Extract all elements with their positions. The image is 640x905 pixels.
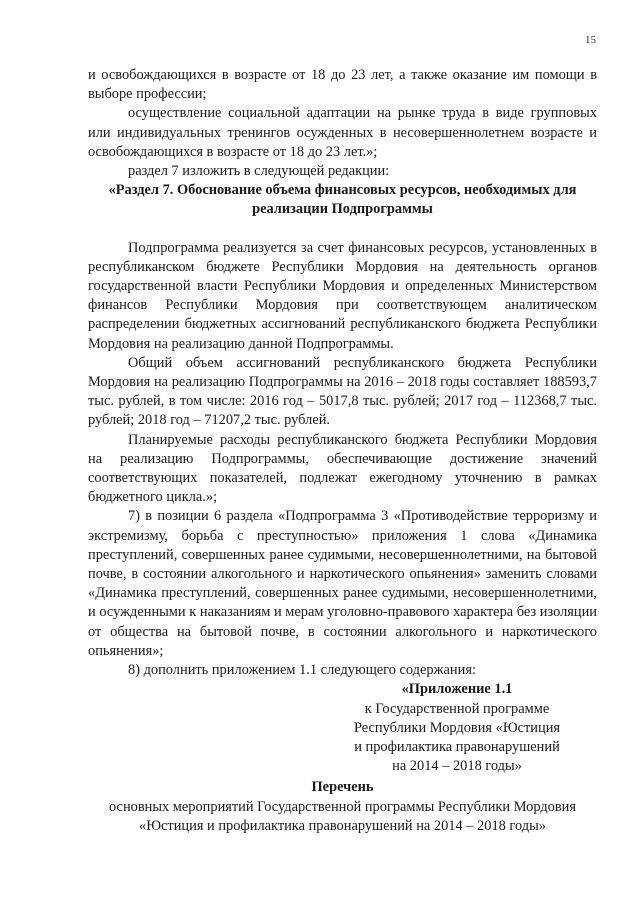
appendix-header bbox=[317, 680, 597, 776]
document-body bbox=[88, 66, 597, 836]
list-subtitle-line-1: основных мероприятий Государственной программы Республики Мордовия bbox=[109, 798, 576, 815]
paragraph-planned-expenses: Планируемые расходы республиканского бюджета Республики Мордовия на реализацию Подпрограммы, обеспечивающие достижение значений соответствующих показателей, подлежат ежегодному уточнению в рамках бюджетного цикла.»; bbox=[88, 431, 597, 506]
paragraph-section7-instruction: раздел 7 изложить в следующей редакции: bbox=[128, 163, 390, 180]
paragraph-item-8: 8) дополнить приложением 1.1 следующего содержания: bbox=[128, 662, 476, 679]
appendix-line-2: Республики Мордовия «Юстиция bbox=[353, 719, 561, 736]
paragraph-total-budget: Общий объем ассигнований республиканского бюджета Республики Мордовия на реализацию Подпрограммы на 2016 – 2018 годы составляет 188593,7 тыс. рублей, в том числе: 2016 год – 5017,8 тыс. рублей; 2017 год – 112368,7 тыс. рублей; 2018 год – 71207,2 тыс. рублей. bbox=[88, 354, 597, 429]
appendix-line-1: к Государственной программе bbox=[364, 700, 550, 717]
appendix-title: «Приложение 1.1 bbox=[401, 681, 513, 698]
paragraph-social-adaptation: осуществление социальной адаптации на рынке труда в виде групповых или индивидуальных тренингов осужденных в несовершеннолетнем возрасте и освобождающихся в возрасте от 18 до 23 лет.»; bbox=[88, 105, 597, 160]
appendix-line-3: и профилактика правонарушений bbox=[354, 738, 560, 755]
list-title: Перечень bbox=[311, 779, 374, 796]
paragraph-adaptation-continued: и освобождающихся в возрасте от 18 до 23 лет, а также оказание им помощи в выборе профессии; bbox=[88, 67, 597, 103]
appendix-line-4: на 2014 – 2018 годы» bbox=[392, 758, 522, 775]
list-subtitle-line-2: «Юстиция и профилактика правонарушений на 2014 – 2018 годы» bbox=[139, 817, 546, 834]
page-number: 15 bbox=[585, 34, 596, 46]
section-7-heading: «Раздел 7. Обоснование объема финансовых ресурсов, необходимых для реализации Подпрограммы bbox=[108, 182, 577, 218]
list-heading bbox=[22, 778, 640, 836]
paragraph-item-7: 7) в позиции 6 раздела «Подпрограмма 3 «Противодействие терроризму и экстремизму, борьба с преступностью» приложения 1 слова «Динамика преступлений, совершенных ранее судимыми, несовершеннолетними, на бытовой почве, в состоянии алкогольного и наркотического опьянения» заменить словами «Динамика преступлений, совершенных ранее судимыми, несовершеннолетними, и осужденными к наказаниям и мерам уголовно-правового характера без изоляции от общества на бытовой почве, в состоянии алкогольного и наркотического опьянения»; bbox=[88, 508, 597, 659]
paragraph-funding-sources: Подпрограмма реализуется за счет финансовых ресурсов, установленных в республиканском бюджете Республики Мордовия на деятельность органов государственной власти Республики Мордовия и определенных Министерством финансов Республики Мордовия при соответствующем аналитическом распределении бюджетных ассигнований республиканского бюджета Республики Мордовия на реализацию данной Подпрограммы. bbox=[88, 239, 597, 352]
